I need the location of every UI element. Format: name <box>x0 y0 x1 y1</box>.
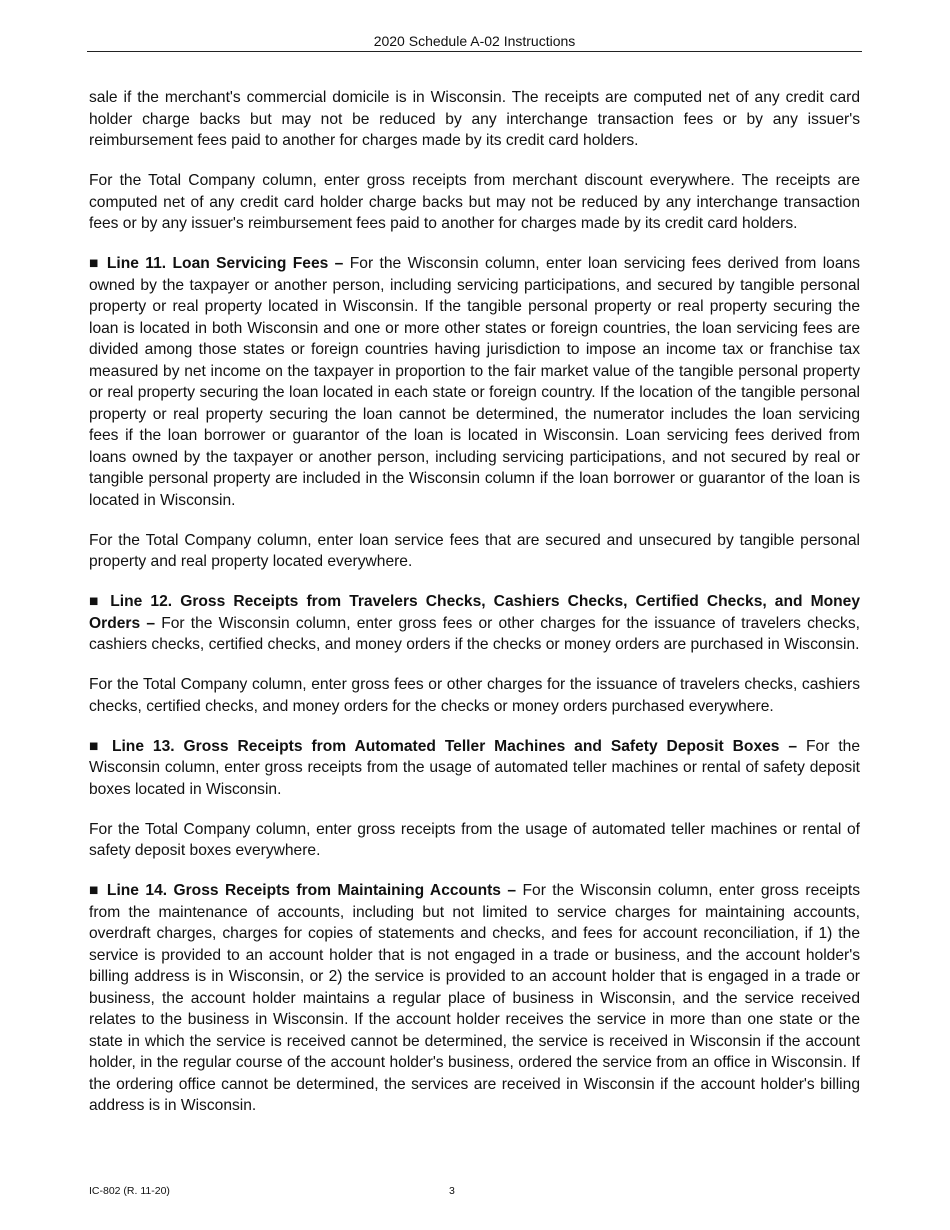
line-14-text: For the Wisconsin column, enter gross receipts from the maintenance of accounts, including but not limited to service charges for maintaining accounts, overdraft charges, charges for copies of statements and checks, and fees for account reconciliation, if 1) the service is provided to an account holder that is not engaged in a trade or business, and the account holder's billing address is in Wisconsin, or 2) the service is provided to an account holder that is engaged in a trade or business, the account holder maintains a regular place of business in Wisconsin, and the service received relates to the business in Wisconsin. If the account holder receives the service in more than one state or the state in which the service is received cannot be determined, the service is received in Wisconsin if the account holder, in the regular course of the account holder's business, ordered the service from an office in Wisconsin. If the ordering office cannot be determined, the services are received in Wisconsin if the account holder's billing address is in Wisconsin. <box>89 882 860 1114</box>
paragraph-loan-servicing-total-company: For the Total Company column, enter loan service fees that are secured and unsecured by tangible personal property and real property located everywhere. <box>89 531 860 570</box>
header-title: 2020 Schedule A-02 Instructions <box>373 33 576 49</box>
line-11-heading: ■ Line 11. Loan Servicing Fees – <box>89 255 344 272</box>
paragraph-line-11 <box>89 253 860 511</box>
line-12-heading: ■ Line 12. Gross Receipts from Travelers Checks, Cashiers Checks, Certified Checks, and Money Orders – <box>89 593 860 632</box>
line-12-text: For the Wisconsin column, enter gross fees or other charges for the issuance of travelers checks, cashiers checks, certified checks, and money orders if the checks or money orders are purchased in Wisconsin. <box>89 614 860 653</box>
page-header <box>87 32 862 52</box>
document-body <box>89 87 860 1135</box>
paragraph-merchant-discount-continued: sale if the merchant's commercial domicile is in Wisconsin. The receipts are computed net of any credit card holder charge backs but may not be reduced by any interchange transaction fees or by any issuer's reimbursement fees paid to another for charges made by its credit card holders. <box>89 89 860 149</box>
line-14-heading: ■ Line 14. Gross Receipts from Maintaining Accounts – <box>89 882 517 899</box>
line-11-text: For the Wisconsin column, enter loan servicing fees derived from loans owned by the taxpayer or another person, including servicing participations, and secured by tangible personal property or real property located in Wisconsin. If the tangible personal property or real property securing the loan is located in both Wisconsin and one or more other states or foreign countries, the loan servicing fees are divided among those states or foreign countries having jurisdiction to impose an income tax or franchise tax measured by net income on the taxpayer in proportion to the fair market value of the tangible personal property or real property securing the loan located in each state or foreign country. If the location of the tangible personal property or real property securing the loan cannot be determined, the numerator includes the loan servicing fees if the loan borrower or guarantor of the loan is located in Wisconsin. Loan servicing fees derived from loans owned by the taxpayer or another person, including servicing participations, and not secured by real or tangible personal property are included in the Wisconsin column if the loan borrower or guarantor of the loan is located in Wisconsin. <box>89 255 861 509</box>
footer-form-id: IC-802 (R. 11-20) <box>89 1185 170 1197</box>
paragraph-line-12 <box>89 591 860 656</box>
paragraph-checks-total-company: For the Total Company column, enter gross fees or other charges for the issuance of travelers checks, cashiers checks, certified checks, and money orders for the checks or money orders purchased everywhere. <box>89 676 860 715</box>
paragraph-merchant-discount-total-company: For the Total Company column, enter gross receipts from merchant discount everywhere. The receipts are computed net of any credit card holder charge backs but may not be reduced by any interchange transaction fees or by any issuer's reimbursement fees paid to another for charges made by its credit card holders. <box>89 172 860 232</box>
line-13-text: For the Wisconsin column, enter gross receipts from the usage of automated teller machines or rental of safety deposit boxes located in Wisconsin. <box>89 737 861 798</box>
line-13-heading: ■ Line 13. Gross Receipts from Automated Teller Machines and Safety Deposit Boxes – <box>89 737 798 755</box>
footer-page-number: 3 <box>449 1185 455 1197</box>
paragraph-atm-total-company: For the Total Company column, enter gross receipts from the usage of automated teller machines or rental of safety deposit boxes everywhere. <box>89 820 860 859</box>
paragraph-line-14 <box>89 880 860 1117</box>
paragraph-line-13 <box>89 736 860 801</box>
